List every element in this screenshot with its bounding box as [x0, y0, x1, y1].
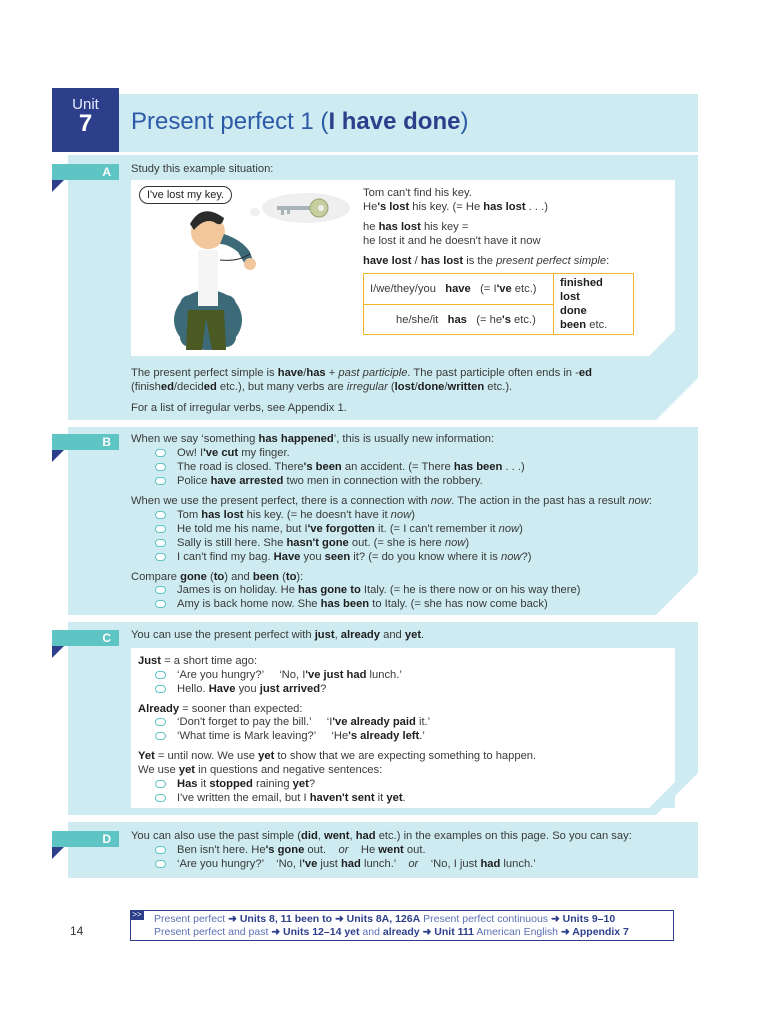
bullet [155, 718, 166, 726]
unit-badge [52, 88, 119, 152]
man-illustration [150, 200, 350, 352]
just-heading: Just = a short time ago: [138, 655, 258, 667]
unit-number: 7 [78, 110, 93, 137]
bullet [155, 846, 166, 854]
footer-link[interactable]: ➜ Units 12–14 [271, 926, 342, 938]
conjugation-table [363, 273, 634, 335]
section-b-intro-3: Compare gone (to) and been (to): [131, 571, 304, 583]
unit-word: Unit [72, 96, 99, 113]
bullet [155, 586, 166, 594]
section-b-intro: When we say ‘something has happened’, this is usually new information: [131, 433, 495, 445]
sit-line-3: he has lost his key = [363, 221, 469, 233]
section-d-intro: You can also use the past simple (did, went, had etc.) in the examples on this page. So you can say: [131, 830, 632, 842]
yet-heading-2: We use yet in questions and negative sentences: [138, 764, 383, 776]
sit-line-2: He's lost his key. (= He has lost . . .) [363, 201, 548, 213]
section-a-para-2: (finished/decided etc.), but many verbs are irregular (lost/done/written etc.). [131, 381, 513, 393]
example-line: ‘Are you hungry?’ ‘No, I've just had lunch.’ or ‘No, I just had lunch.’ [177, 858, 536, 870]
example-line: I can't find my bag. Have you seen it? (= do you know where it is now?) [177, 551, 532, 563]
example-line: James is on holiday. He has gone to Italy. (= he is there now or on his way there) [177, 584, 581, 596]
sit-line-4: he lost it and he doesn't have it now [363, 235, 541, 247]
bullet [155, 794, 166, 802]
footer-link[interactable]: ➜ Units 8, 11 [228, 913, 292, 925]
example-line: ‘Don't forget to pay the bill.’ ‘I've already paid it.’ [177, 716, 431, 728]
bullet [155, 449, 166, 457]
footer-link[interactable]: ➜ Unit 111 [419, 926, 474, 938]
bullet [155, 780, 166, 788]
sit-line-1: Tom can't find his key. [363, 187, 472, 199]
footer-link[interactable]: ➜ Units 9–10 [550, 913, 616, 925]
bullet [155, 511, 166, 519]
section-b-intro-2: When we use the present perfect, there is a connection with now. The action in the past has a result now: [131, 495, 652, 507]
footer-text: yet [341, 926, 360, 938]
cross-reference-box [130, 910, 674, 941]
yet-heading-1: Yet = until now. We use yet to show that we are expecting something to happen. [138, 750, 537, 762]
example-line: I've written the email, but I haven't sent it yet. [177, 792, 406, 804]
section-a-para-3: For a list of irregular verbs, see Appendix 1. [131, 402, 347, 414]
footer-text: American English [473, 926, 561, 938]
footer-text: Present perfect [154, 913, 229, 925]
example-line: The road is closed. There's been an accident. (= There has been . . .) [177, 461, 525, 473]
example-line: Ow! I've cut my finger. [177, 447, 290, 459]
section-c-intro: You can use the present perfect with just, already and yet. [131, 629, 425, 641]
thought-dot [250, 208, 260, 216]
bullet [155, 671, 166, 679]
footer-line-1 [154, 913, 615, 925]
bullet [155, 600, 166, 608]
bullet [155, 477, 166, 485]
example-line: Sally is still here. She hasn't gone out. (= she is here now) [177, 537, 470, 549]
speech-bubble: I've lost my key. [139, 186, 232, 204]
footer-text: been to [291, 913, 335, 925]
sit-line-5: have lost / has lost is the present perfect simple: [363, 255, 610, 267]
footer-text: Present perfect and past [154, 926, 272, 938]
section-a-label: A [52, 164, 119, 180]
bullet [155, 732, 166, 740]
page-title [131, 108, 468, 136]
footer-link[interactable]: ➜ Appendix 7 [560, 926, 629, 938]
footer-link[interactable]: ➜ Units 8A, 126A [334, 913, 421, 925]
example-line: Police have arrested two men in connection with the robbery. [177, 475, 483, 487]
bullet [155, 463, 166, 471]
participle-list: finished lost done been etc. [554, 274, 634, 335]
example-line: He told me his name, but I've forgotten it. (= I can't remember it now) [177, 523, 523, 535]
example-line: Has it stopped raining yet? [177, 778, 316, 790]
title-bold: I have done [328, 108, 461, 135]
bullet [155, 553, 166, 561]
bullet [155, 525, 166, 533]
section-c-label: C [52, 630, 119, 646]
example-line: Ben isn't here. He's gone out. or He went out. [177, 844, 426, 856]
footer-text: Present perfect continuous [420, 913, 551, 925]
section-d-label: D [52, 831, 119, 847]
section-a-intro: Study this example situation: [131, 163, 274, 175]
bullet [155, 685, 166, 693]
example-line: Tom has lost his key. (= he doesn't have it now) [177, 509, 415, 521]
page-number: 14 [70, 924, 84, 938]
footer-text: and [359, 926, 383, 938]
double-chevron-icon: >> [130, 910, 144, 920]
section-a-para-1: The present perfect simple is have/has + past participle. The past participle often ends in -ed [131, 367, 592, 379]
already-heading: Already = sooner than expected: [138, 703, 303, 715]
bullet [155, 860, 166, 868]
footer-line-2 [154, 926, 629, 938]
key-icon [275, 197, 335, 219]
example-line: Amy is back home now. She has been to Italy. (= she has now come back) [177, 598, 548, 610]
conj-row-2: he/she/it has (= he's etc.) [364, 305, 554, 335]
bullet [155, 539, 166, 547]
section-b-label: B [52, 434, 119, 450]
title-close: ) [460, 108, 469, 135]
title-plain: Present perfect 1 ( [131, 108, 329, 135]
example-line: ‘What time is Mark leaving?’ ‘He's already left.’ [177, 730, 425, 742]
example-line: ‘Are you hungry?’ ‘No, I've just had lunch.’ [177, 669, 402, 681]
example-line: Hello. Have you just arrived? [177, 683, 327, 695]
footer-text: already [382, 926, 420, 938]
conj-row-1: I/we/they/you have (= I've etc.) [364, 274, 554, 305]
